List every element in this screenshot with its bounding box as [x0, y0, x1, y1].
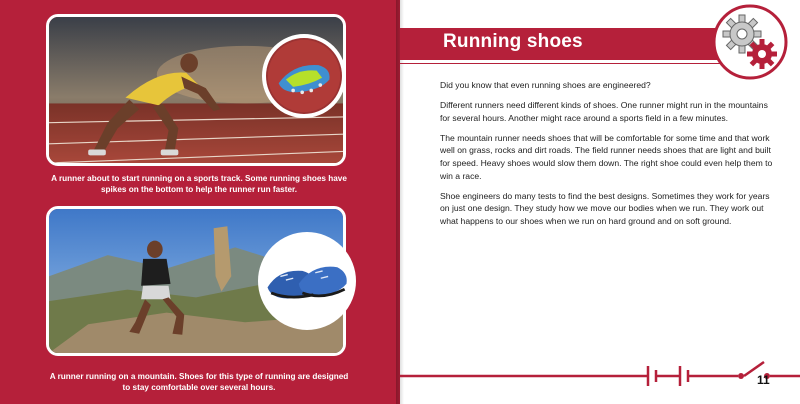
article-body [440, 79, 780, 235]
gears-icon [712, 4, 788, 80]
spike-shoe-inset [262, 34, 346, 118]
mountain-runner-caption: A runner running on a mountain. Shoes for this type of running are designed to stay comfortable over several hours. [49, 372, 349, 392]
paragraph-intro: Did you know that even running shoes are engineered? [440, 80, 651, 90]
trail-shoe-inset [258, 232, 356, 330]
book-spine-shadow [396, 0, 404, 404]
paragraph-shoe-needs: The mountain runner needs shoes that will be comfortable for some time and that work well on grass, rocks and dirt roads. The field runner needs shoes that are light and built for speed. Heavy shoes would slow them down. The right shoe could even help them to win a race. [440, 132, 773, 181]
paragraph-engineers: Shoe engineers do many tests to find the best designs. Sometimes they work for years on just one design. They study how we move our bodies when we run. They work out what happens to our shoes when we run on hard ground and on soft ground. [440, 190, 770, 226]
page-title: Running shoes [443, 31, 583, 52]
paragraph-runners: Different runners need different kinds of shoes. One runner might run in the mountains for several hours. Another might race around a sports field in a few minutes. [440, 100, 768, 123]
circuit-diagram-icon [400, 354, 800, 404]
sprinter-caption: A runner about to start running on a sports track. Some running shoes have spikes on the bottom to help the runner run faster. [51, 174, 347, 194]
page-number: 11 [757, 373, 770, 387]
